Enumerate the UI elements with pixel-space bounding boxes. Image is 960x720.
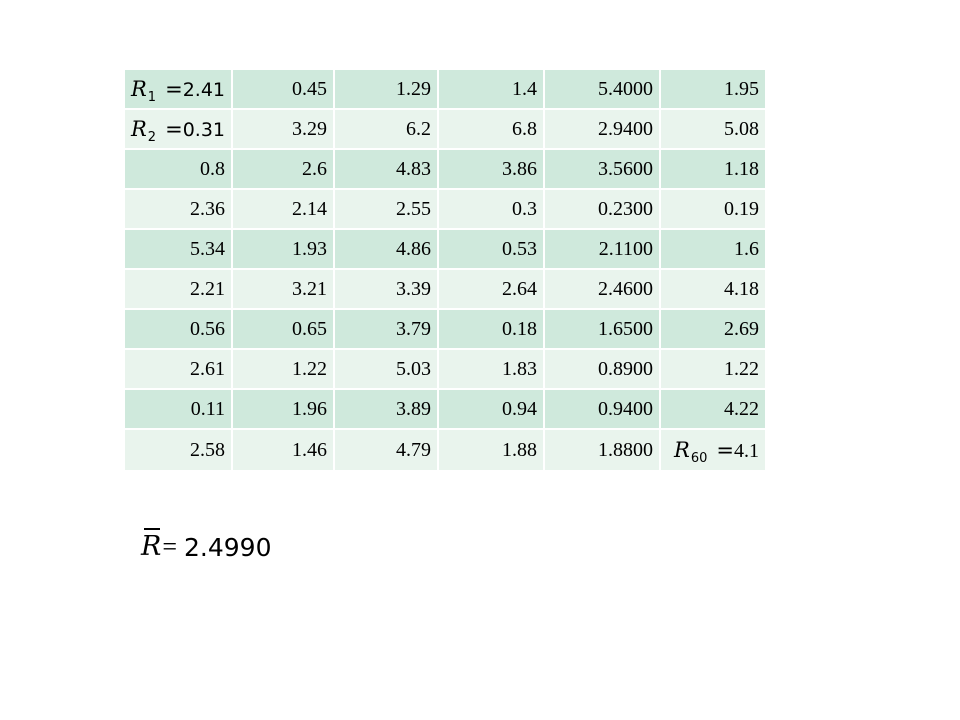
table-cell: 1.95: [661, 70, 765, 110]
table-cell: 2.64: [439, 270, 545, 310]
table-row: [125, 430, 765, 470]
mean-bar: [144, 528, 160, 530]
table-cell: 2.21: [125, 270, 233, 310]
table-cell: 3.86: [439, 150, 545, 190]
table-cell: 0.56: [125, 310, 233, 350]
table-row: [125, 350, 765, 390]
table-cell: 3.29: [233, 110, 335, 150]
formula-subscript: 60: [690, 450, 708, 466]
formula-equals: =: [165, 116, 183, 141]
table-cell: 0.11: [125, 390, 233, 430]
table-cell: 1.83: [439, 350, 545, 390]
formula-value: 4.1: [734, 439, 759, 462]
table-row: [125, 190, 765, 230]
table-cell: 4.18: [661, 270, 765, 310]
table-cell: 2.58: [125, 430, 233, 470]
table-cell: 1.88: [439, 430, 545, 470]
table-cell: 4.86: [335, 230, 439, 270]
table-cell: 0.2300: [545, 190, 661, 230]
formula-variable: R: [130, 116, 147, 141]
table-cell: 1.46: [233, 430, 335, 470]
formula-variable: R: [674, 437, 690, 462]
table-cell: 0.19: [661, 190, 765, 230]
table-cell: 3.39: [335, 270, 439, 310]
table-cell: 1.96: [233, 390, 335, 430]
table-cell: 3.79: [335, 310, 439, 350]
table-cell: 1.22: [233, 350, 335, 390]
mean-symbol-letter: R: [141, 531, 162, 562]
table-cell: 1.6500: [545, 310, 661, 350]
table-cell: 1.22: [661, 350, 765, 390]
table-cell: 2.9400: [545, 110, 661, 150]
formula-value: 0.31: [182, 118, 225, 141]
table-cell: 2.36: [125, 190, 233, 230]
table-cell: 2.14: [233, 190, 335, 230]
formula-value: 2.41: [182, 78, 225, 101]
table-row: [125, 230, 765, 270]
mean-formula: [141, 512, 272, 560]
table-cell: 2.69: [661, 310, 765, 350]
table-cell-formula: [125, 70, 233, 110]
table-cell-formula: [125, 110, 233, 150]
table-cell: 3.89: [335, 390, 439, 430]
table-cell: 0.8: [125, 150, 233, 190]
table-body: [125, 70, 765, 470]
table-cell: 0.9400: [545, 390, 661, 430]
formula-subscript: 1: [147, 89, 157, 105]
table-cell: 0.18: [439, 310, 545, 350]
table-cell: 3.5600: [545, 150, 661, 190]
table-cell: 0.45: [233, 70, 335, 110]
table-cell: 1.29: [335, 70, 439, 110]
formula-subscript: 2: [147, 129, 157, 145]
data-table: [125, 70, 765, 470]
formula-equals: =: [165, 76, 183, 101]
mean-value: 2.4990: [184, 533, 272, 562]
table-row: [125, 110, 765, 150]
table-cell: 5.03: [335, 350, 439, 390]
table-cell: 2.55: [335, 190, 439, 230]
table-cell: 1.18: [661, 150, 765, 190]
table-cell: 4.22: [661, 390, 765, 430]
table-cell: 5.08: [661, 110, 765, 150]
table-cell-formula: [661, 430, 765, 470]
table-cell: 6.2: [335, 110, 439, 150]
table-cell: 5.34: [125, 230, 233, 270]
table-cell: 0.53: [439, 230, 545, 270]
table-cell: 2.61: [125, 350, 233, 390]
table-row: [125, 390, 765, 430]
table-row: [125, 270, 765, 310]
table-cell: 1.93: [233, 230, 335, 270]
mean-equals-sign: =: [162, 532, 178, 561]
table-cell: 1.6: [661, 230, 765, 270]
table-row: [125, 150, 765, 190]
table-cell: 0.65: [233, 310, 335, 350]
table-cell: 6.8: [439, 110, 545, 150]
table-cell: 4.83: [335, 150, 439, 190]
table-cell: 2.1100: [545, 230, 661, 270]
table-cell: 1.4: [439, 70, 545, 110]
table-cell: 4.79: [335, 430, 439, 470]
table-cell: 0.94: [439, 390, 545, 430]
table-cell: 2.4600: [545, 270, 661, 310]
table-row: [125, 70, 765, 110]
table-cell: 3.21: [233, 270, 335, 310]
table-cell: 0.3: [439, 190, 545, 230]
table-cell: 1.8800: [545, 430, 661, 470]
formula-equals: =: [716, 437, 734, 462]
table-cell: 2.6: [233, 150, 335, 190]
table-cell: 0.8900: [545, 350, 661, 390]
table-cell: 5.4000: [545, 70, 661, 110]
formula-variable: R: [130, 76, 147, 101]
mean-symbol: [141, 533, 161, 560]
table-row: [125, 310, 765, 350]
